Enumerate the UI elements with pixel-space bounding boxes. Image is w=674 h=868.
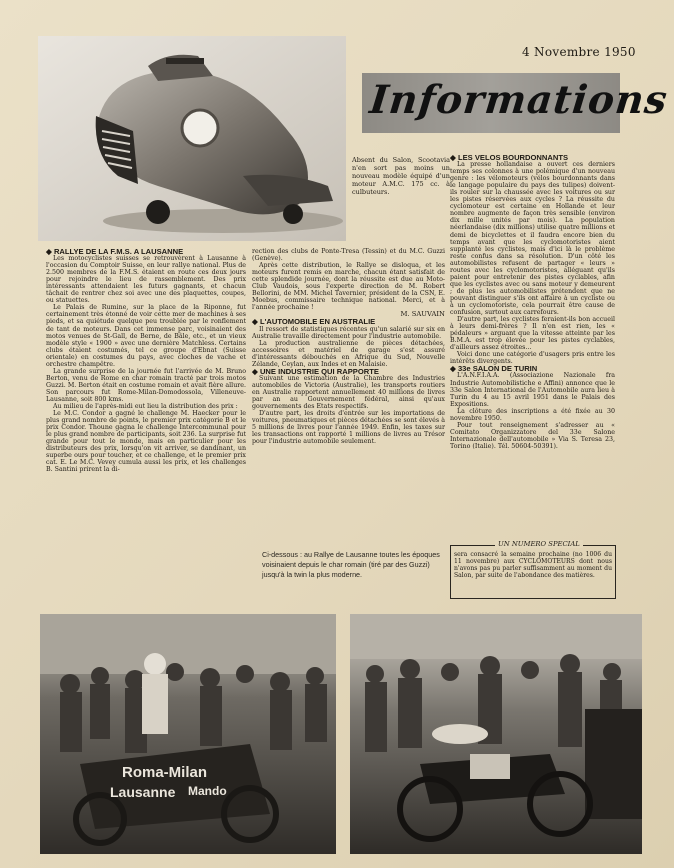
velos-heading: ◆ LES VELOS BOURDONNANTS <box>450 153 569 162</box>
rallye-heading: ◆ RALLYE DE LA F.M.S. A LAUSANNE <box>46 247 184 256</box>
rallye-paragraph: Au milieu de l'après-midi eut lieu la distribution des prix : <box>53 403 238 411</box>
banner-title: Informations <box>367 77 671 123</box>
velos-paragraph: La presse hollandaise a ouvert ces derniers temps ses colonnes à une polémique d'un nouveau genre : les vélomoteurs (vélos bourdonnants dans le langage populaire du pays des tulipes) doivent-ils rouler sur la chaussée avec les voitures ou sur les pistes réservées aux cycles ? La réussite du cyclomoteur est certaine en Hollande et leur nombre augmente de façon très sensible (environ dix mille unités par mois). La population néerlandaise (dix millions) utilise quatre millions et demi de bicyclettes et il faudra encore bien du temps avant que les cyclomotoristes aient supplanté les cyclistes, mais d'ici là le problème reste confus dans sa résolution. D'un côté les automobilistes refusent de partager « leurs » routes avec les cyclomotoristes, alléguant qu'ils paient pour entretenir des pistes cyclables, afin que les cyclistes avec ou sans moteur y demeurent ; de plus les automobilistes prétendent que ne pouvant distinguer s'ils ont affaire à un cycliste ou à un cyclomotoriste, cela pourrait être cause de confusion, surtout aux carrefours. <box>450 161 615 317</box>
turin-paragraph: La clôture des inscriptions a été fixée au 30 novembre 1950. <box>450 407 615 422</box>
australie-paragraph: La production australienne de pièces détachées, accessoires et matériel de garage s'est assuré d'intéressants débouchés en Afrique du Sud, Nouvelle Zélande, Ceylan, aux Indes et en Malaisie. <box>252 339 445 368</box>
special-issue-text: sera consacré la semaine prochaine (no 1006 du 11 novembre) aux CYCLOMOTEURS dont nous n'avons pas pu parler suffisamment au moment du Salon, par suite de l'abondance des matières. <box>454 551 612 579</box>
industrie-heading: ◆ UNE INDUSTRIE QUI RAPPORTE <box>252 366 379 376</box>
photo-caption: Ci-dessous : au Rallye de Lausanne toutes les époques voisinaient depuis le char romain (tiré par des Guzzi) jusqu'à la twin la plus moderne. <box>262 550 440 579</box>
column-right <box>450 154 615 450</box>
special-issue-title: UN NUMERO SPECIAL <box>495 540 583 548</box>
rallye-paragraph: Après cette distribution, le Rallye se disloqua, et les moteurs furent remis en marche, chacun étant satisfait de cette splendide journée, dont la réussite est due au Moto-Club Vaudois, sous l'experte direction de M. Robert Bellorini, de MM. Michel Tavernier, président de la CSN, E. Moebus, commissaire technique national. Merci, et à l'année prochaine ! <box>252 262 445 312</box>
turin-paragraph: Pour tout renseignement s'adresser au « Comitato Organizzatore del 33e Salone Internazionale dell'automobile » Via S. Teresa 23, Torino (Italie). Tél. 50604-50391). <box>450 421 615 450</box>
australie-heading: ◆ L'AUTOMOBILE EN AUSTRALIE <box>252 317 376 327</box>
scooter-photo <box>38 36 346 241</box>
author-signature: M. SAUVAIN <box>400 310 445 319</box>
velos-paragraph: D'autre part, les cyclistes feraient-ils bon accueil à leurs demi-frères ? Il n'en est rien, les « pédaleurs » arguant que la vitesse atteinte par les B.M.A. est trop élevée pour les pistes cyclables, d'ailleurs assez étroites... <box>450 316 615 352</box>
rallye-paragraph: La grande surprise de la journée fut l'arrivée de M. Bruno Berton, venu de Rome en char romain tracté par trois motos Guzzi. M. Berton était en costume romain et avait fière allure. Son parcours fut Rome-Milan-Domodossola, Villeneuve-Lausanne, soit 800 kms. <box>46 367 246 403</box>
motorcycle-photo <box>350 614 642 854</box>
turin-heading: ◆ 33e SALON DE TURIN <box>450 364 538 374</box>
turin-paragraph: L'A.N.F.I.A.A. (Associazione Nazionale fra Industrie Automobilistiche e Affini) annonce que le 33e Salon International de l'Automobile aura lieu à Turin du 4 au 15 avril 1951 dans le Palais des Expositions. <box>450 372 615 408</box>
rallye-paragraph: Les motocyclistes suisses se retrouvèrent à Lausanne à l'occasion du Comptoir Suisse, en leur rallye national. Plus de 2.500 membres de la F.M.S. étaient en route ces deux jours pour rejoindre le lieu de rassemblement. Des prix intéressants attendaient les futurs gagnants, et chacun tâchait de rentrer chez soi avec une des plaquettes, coupes, ou statuettes. <box>46 255 246 305</box>
column-middle <box>252 248 445 445</box>
australie-paragraph: Il ressort de statistiques récentes qu'un salarié sur six en Australie travaille directement pour l'industrie automobile. <box>252 325 445 340</box>
chariot-sign-line2: Lausanne <box>110 784 176 800</box>
rallye-paragraph: rection des clubs de Ponte-Tresa (Tessin) et du M.C. Guzzi (Genève). <box>252 248 445 263</box>
industrie-paragraph: Suivant une estimation de la Chambre des Industries automobiles de Victoria (Australie), les transports routiers en Australie rapportent annuellement 40 millions de livres par an au Gouvernement fédéral, ainsi qu'aux gouvernements des Etats respectifs. <box>252 374 445 411</box>
scooter-caption-text: Absent du Salon, Scootavia n'en sort pas moins un nouveau modèle équipé d'un moteur A.M.C. 175 cc. à culbuteurs. <box>352 156 450 196</box>
special-issue-box <box>450 540 616 599</box>
chariot-sign-line1: Roma-Milan <box>122 764 208 781</box>
issue-date: 4 Novembre 1950 <box>522 45 636 59</box>
section-banner <box>362 73 671 133</box>
rallye-paragraph: Le M.C. Condor a gagné le challenge M. Haecker pour le plus grand nombre de points, le premier prix catégorie B et le prix Condor. Thoune gagna le challenge Intercommunal pour le plus grand nombre de participants, soit 236. La surprise fut grande pour tout le monde, mais en particulier pour les distributeurs des prix, lorsqu'on vit arriver, se dandinant, un superbe ours pour toucher, et ce challenge, et le premier prix cat. E. Le M.C. Vevey cumula aussi les prix, et les challenges B. Santini prirent la di- <box>46 410 246 474</box>
column-rallye <box>46 248 246 474</box>
industrie-paragraph: D'autre part, les droits d'entrée sur les importations de voitures, pneumatiques et pièces détachées se sont élevés à 5 millions de livres pour l'année 1949. Enfin, les taxes sur les transactions ont rapporté 1 millions de livres au Trésor pour l'industrie automobile seulement. <box>252 410 445 446</box>
chariot-photo <box>40 614 336 854</box>
chariot-sign-line3: Mando <box>188 784 227 798</box>
velos-paragraph: Voici donc une catégorie d'usagers pris entre les intérêts divergents. <box>450 351 615 366</box>
scooter-caption <box>352 156 450 196</box>
rallye-paragraph: Le Palais de Rumine, sur la place de la Riponne, fut certainement très étonné de voir cette mer de machines à ses pieds, et sa quiétude quelque peu troublée par le ronflement de tant de moteurs. Dans cet immense parc, voisinaient des motos venues de St-Gall, de Berne, de Bâle, etc., et un vieux modèle style « 1900 » avec une dernière Matchless. Certains clubs étaient costumés, tel ce groupe d'Ebnat (Suisse orientale) en costumes du pays, avec cloches de vache et orchestre champêtre. <box>46 304 246 368</box>
